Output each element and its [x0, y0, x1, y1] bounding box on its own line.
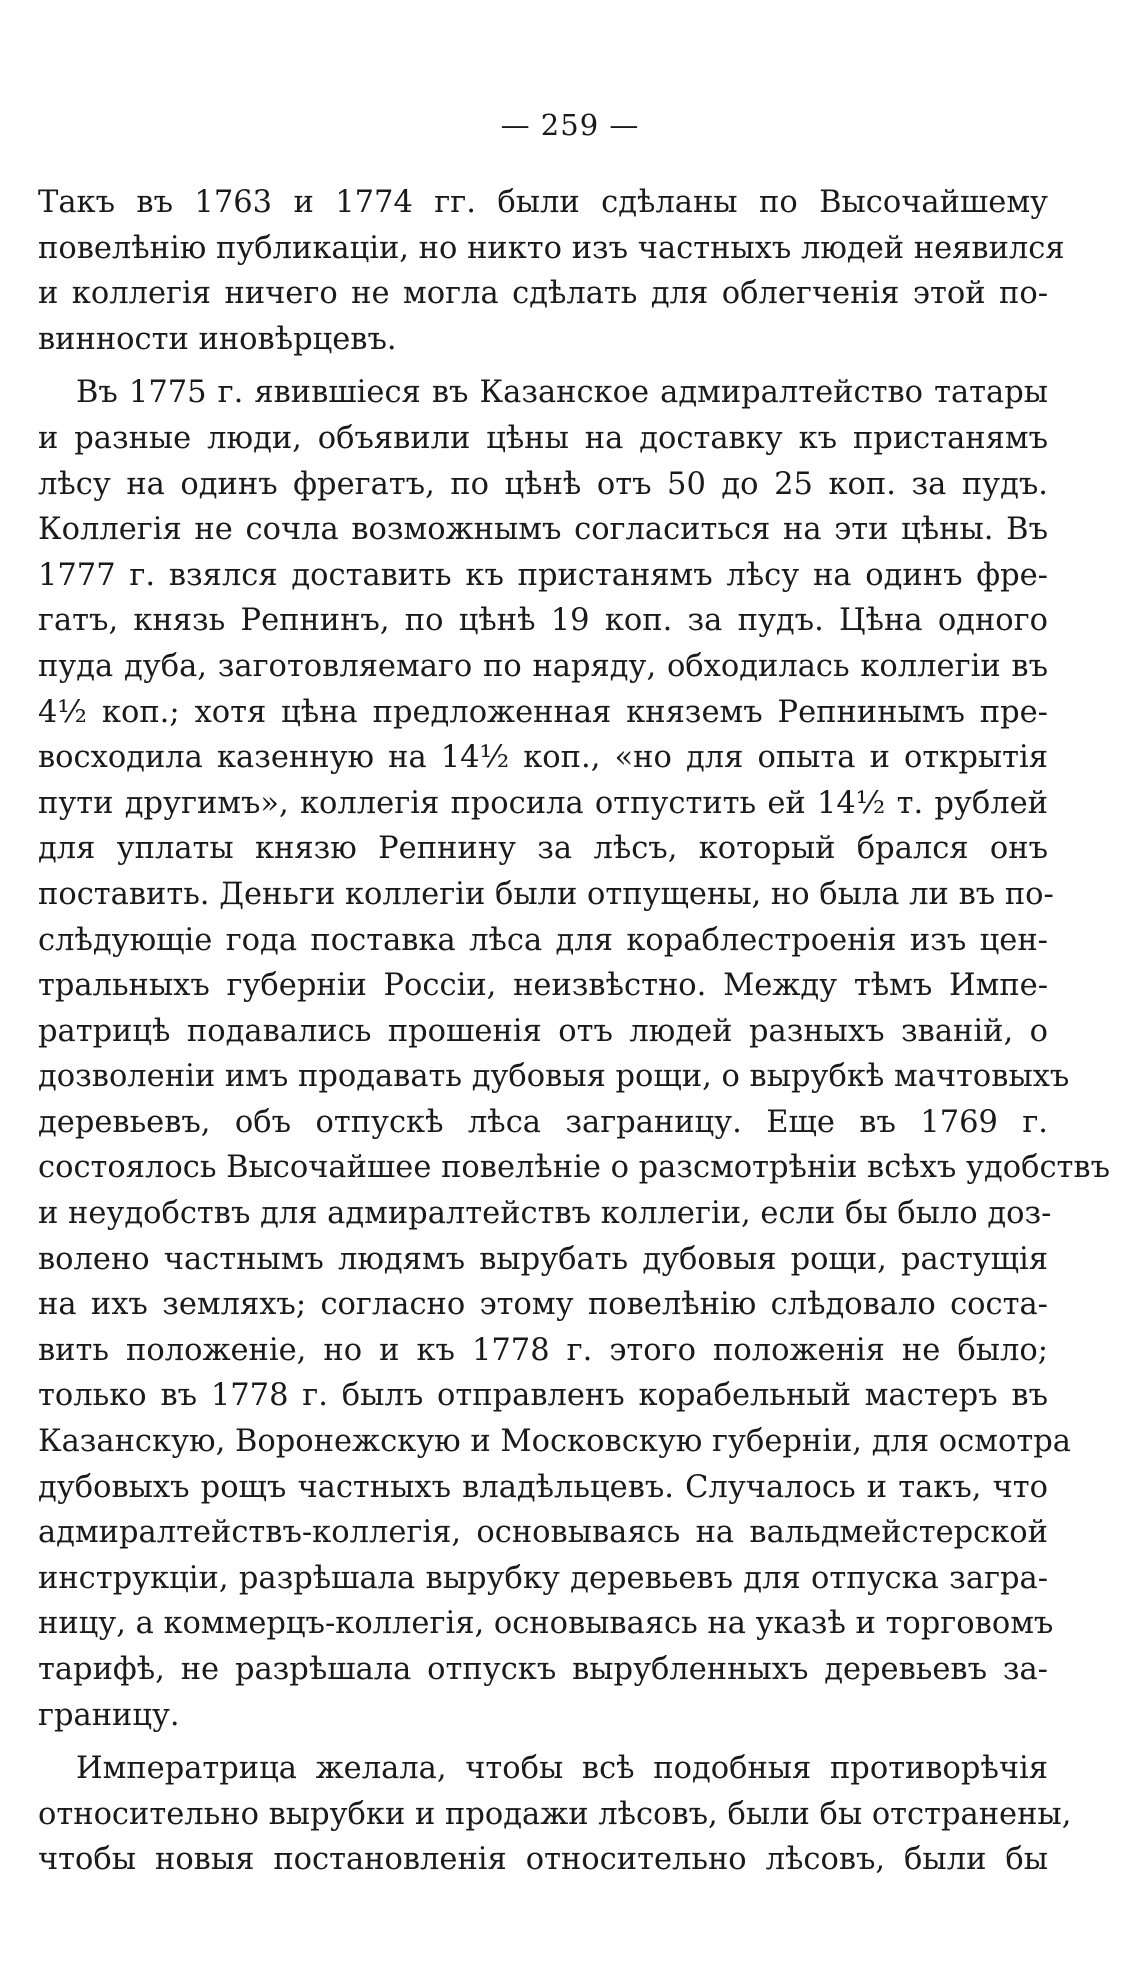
text-line: дозволеніи имъ продавать дубовыя рощи, о вырубкѣ мачтовыхъ	[38, 1059, 1070, 1095]
text-line: поставить. Деньги коллегіи были отпущены, но была ли въ по-	[38, 876, 1054, 912]
text-line: Императрица желала, чтобы всѣ подобныя противорѣчія	[76, 1751, 1048, 1787]
text-line: на ихъ земляхъ; согласно этому повелѣнію слѣдовало соста-	[38, 1287, 1048, 1323]
text-line: пути другимъ», коллегія просила отпустить ей 14½ т. рублей	[38, 785, 1048, 821]
text-line: Коллегія не сочла возможнымъ согласиться на эти цѣны. Въ	[38, 512, 1048, 548]
text-line: восходила казенную на 14½ коп., «но для опыта и открытія	[38, 740, 1048, 776]
text-line: Казанскую, Воронежскую и Московскую губерніи, для осмотра	[38, 1424, 1071, 1460]
text-line: вить положеніе, но и къ 1778 г. этого положенія не было;	[38, 1332, 1048, 1368]
page-number: — 259 —	[500, 108, 640, 142]
text-line: волено частнымъ людямъ вырубать дубовыя рощи, растущія	[38, 1241, 1048, 1277]
text-line: повелѣнію публикаціи, но никто изъ частныхъ людей неявился	[38, 230, 1065, 266]
text-line: для уплаты князю Репнину за лѣсъ, который брался онъ	[38, 831, 1048, 867]
text-line: Въ 1775 г. явившіеся въ Казанское адмиралтейство татары	[76, 375, 1048, 411]
text-line: и коллегія ничего не могла сдѣлать для облегченія этой по-	[38, 276, 1048, 312]
text-line: 1777 г. взялся доставить къ пристанямъ лѣсу на одинъ фре-	[38, 557, 1048, 593]
text-line: гатъ, князь Репнинъ, по цѣнѣ 19 коп. за пудъ. Цѣна одного	[38, 603, 1048, 639]
paragraph-2	[38, 370, 1110, 1738]
text-line: винности иновѣрцевъ.	[38, 321, 397, 357]
paragraph-1	[38, 180, 1065, 362]
paragraph-3	[38, 1746, 1072, 1883]
text-line: ницу, а коммерцъ-коллегія, основываясь на указѣ и торговомъ	[38, 1606, 1054, 1642]
text-line: относительно вырубки и продажи лѣсовъ, были бы отстранены,	[38, 1796, 1072, 1832]
text-line: состоялось Высочайшее повелѣніе о разсмотрѣніи всѣхъ удобствъ	[38, 1150, 1110, 1186]
text-line: Такъ въ 1763 и 1774 гг. были сдѣланы по Высочайшему	[38, 185, 1048, 220]
text-line: границу.	[38, 1697, 180, 1733]
text-line: тарифѣ, не разрѣшала отпускъ вырубленныхъ деревьевъ за-	[38, 1652, 1048, 1687]
text-line: ратрицѣ подавались прошенія отъ людей разныхъ званій, о	[38, 1013, 1048, 1049]
text-line: и неудобствъ для адмиралтействъ коллегіи, если бы было доз-	[38, 1196, 1052, 1232]
text-line: и разные люди, объявили цѣны на доставку къ пристанямъ	[38, 420, 1048, 456]
text-line: лѣсу на одинъ фрегатъ, по цѣнѣ отъ 50 до 25 коп. за пудъ.	[38, 466, 1048, 502]
text-line: пуда дуба, заготовляемаго по наряду, обходилась коллегіи въ	[38, 648, 1048, 684]
text-line: тральныхъ губерніи Россіи, неизвѣстно. Между тѣмъ Импе-	[38, 968, 1048, 1004]
text-line: чтобы новыя постановленія относительно лѣсовъ, были бы	[38, 1842, 1048, 1878]
text-line: слѣдующіе года поставка лѣса для кораблестроенія изъ цен-	[38, 922, 1048, 958]
text-line: деревьевъ, объ отпускѣ лѣса заграницу. Еще въ 1769 г.	[38, 1104, 1048, 1140]
text-line: адмиралтействъ-коллегія, основываясь на вальдмейстерской	[38, 1515, 1048, 1551]
body-text	[38, 180, 1110, 1891]
text-line: инструкціи, разрѣшала вырубку деревьевъ для отпуска загра-	[38, 1560, 1048, 1596]
text-line: дубовыхъ рощъ частныхъ владѣльцевъ. Случалось и такъ, что	[38, 1469, 1048, 1505]
text-line: только въ 1778 г. былъ отправленъ корабельный мастеръ въ	[38, 1378, 1048, 1414]
text-line: 4½ коп.; хотя цѣна предложенная княземъ Репнинымъ пре-	[38, 694, 1048, 730]
